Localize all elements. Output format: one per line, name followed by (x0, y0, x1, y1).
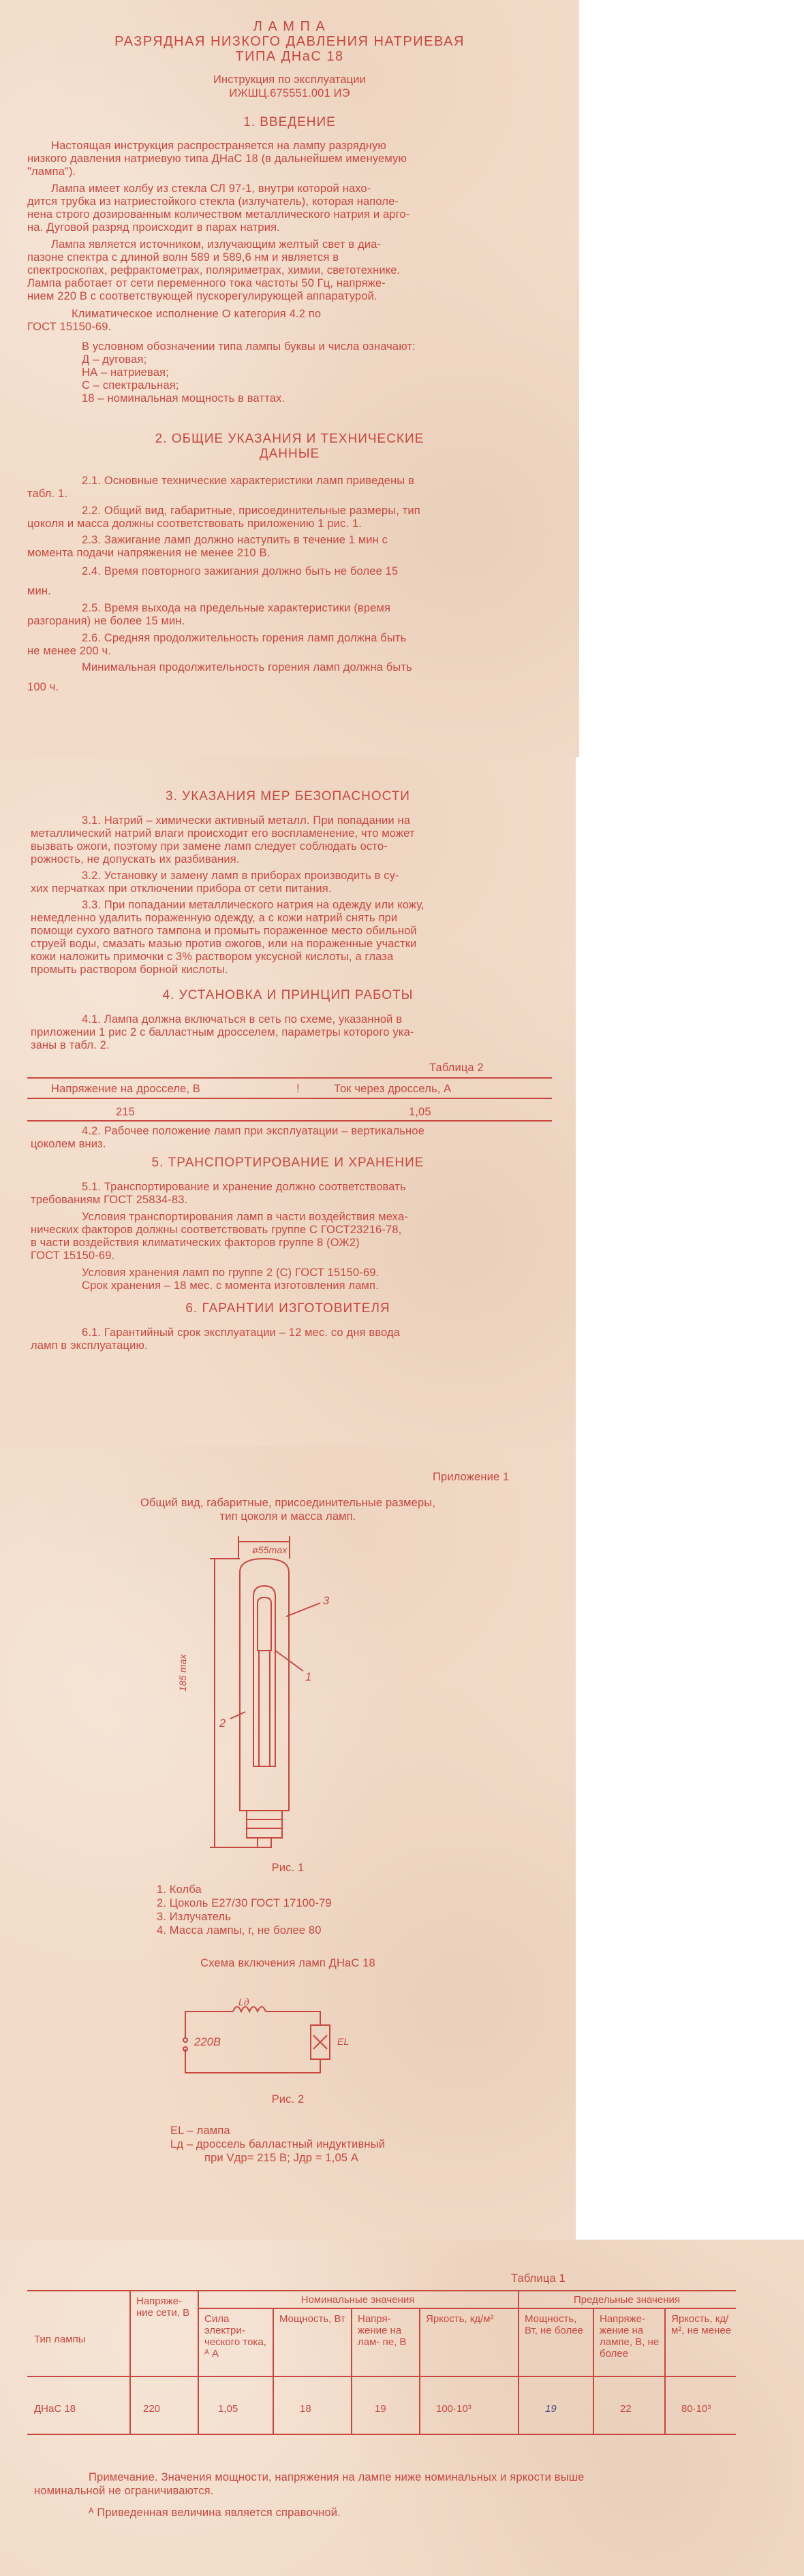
table1-divider (351, 2308, 352, 2434)
table1-divider (518, 2290, 519, 2434)
lamp-symbol-label: EL (337, 2036, 350, 2047)
doc-name: Инструкция по эксплуатации (213, 74, 366, 86)
table1-nominal-rule (198, 2308, 518, 2309)
diameter-label: ø55max (252, 1544, 288, 1555)
cell-type: ДНаС 18 (34, 2403, 76, 2415)
text-line: требованиям ГОСТ 25834-83. (31, 1194, 188, 1206)
cell-brightness-min: 80·10³ (681, 2403, 711, 2415)
text-line: Лампа является источником, излучающим желтый свет в диа- (51, 238, 382, 251)
table2-label: Таблица 2 (429, 1062, 484, 1074)
instruction-page-1 (0, 0, 579, 757)
text-line: 2.5. Время выхода на предельные характеристики (время (82, 602, 391, 614)
text-line: струей воды, смазать мазью против ожогов, или на пораженные участки (31, 938, 417, 950)
note-line: EL – лампа (170, 2125, 230, 2137)
text-line: кожи наложить примочки с 3% раствором уксусной кислоты, а глаза (31, 951, 394, 963)
text-line: помощи сухого ватного тампона и промыть пораженное место обильной (31, 925, 417, 937)
table2-top-rule (27, 1077, 552, 1079)
table1-top-rule (27, 2290, 736, 2291)
table2-mid-rule (27, 1098, 552, 1099)
section2-title-cont: ДАННЫЕ (259, 447, 320, 461)
header-brightness-min: Яркость, кд/м², не менее (671, 2313, 732, 2336)
note-line: Lд – дроссель балластный индуктивный (170, 2138, 386, 2150)
choke-coil (233, 2007, 266, 2011)
header-power: Мощность, Вт (279, 2313, 345, 2325)
title-type: ТИПА ДНаС 18 (235, 49, 344, 64)
table1-divider (273, 2308, 274, 2434)
text-line: мин. (27, 585, 51, 597)
text-line: на. Дуговой разряд происходит в парах натрия. (27, 221, 280, 234)
text-line: ламп в эксплуатацию. (31, 1339, 148, 1352)
table2-bottom-rule (27, 1120, 552, 1122)
instruction-page-2 (0, 757, 576, 1446)
text-line: Климатическое исполнение О категория 4.2 по (72, 308, 322, 320)
header-lamp-voltage: Напря- жение на лам- пе, В (358, 2313, 407, 2348)
text-line: Лампа имеет колбу из стекла СЛ 97-1, внутри которой нахо- (51, 182, 371, 195)
table1-limit-rule (518, 2308, 736, 2309)
text-line: 2.6. Средняя продолжительность горения ламп должна быть (82, 632, 407, 644)
figure-caption: Общий вид, габаритные, присоединительные размеры, (140, 1497, 436, 1509)
table-footnote: ᴬ Приведенная величина является справочной. (89, 2507, 341, 2519)
text-line: 5.1. Транспортирование и хранение должно соответствовать (82, 1181, 406, 1193)
text-line: Минимальная продолжительность горения ламп должна быть (82, 661, 412, 673)
section6-title: 6. ГАРАНТИИ ИЗГОТОВИТЕЛЯ (185, 1301, 390, 1316)
supply-voltage-label: 220В (194, 2036, 221, 2048)
text-line: не менее 200 ч. (27, 645, 111, 657)
table2-header-separator: ! (296, 1083, 300, 1095)
table-1-page (0, 2240, 804, 2576)
text-line: Срок хранения – 18 мес. с момента изготовления ламп. (82, 1279, 379, 1292)
table1-label: Таблица 1 (511, 2272, 566, 2285)
text-line: рожность, не допускать их разбивания. (31, 853, 240, 865)
text-line: табл. 1. (27, 488, 68, 500)
legend-item: 1. Колба (157, 1883, 202, 1896)
table2-value-current: 1,05 (409, 1106, 431, 1118)
text-line: Условия транспортирования ламп в части воздействия меха- (82, 1211, 408, 1223)
table1-header-rule (27, 2376, 736, 2377)
callout-2: 2 (219, 1717, 226, 1730)
text-line: цоколем вниз. (31, 1138, 106, 1150)
text-line: пазоне спектра с длиной волн 589 и 589,6 нм и является в (27, 251, 339, 264)
text-line: С – спектральная; (82, 379, 179, 392)
cell-supply-voltage: 220 (143, 2403, 161, 2415)
figure-1-label: Рис. 1 (271, 1862, 305, 1874)
cell-power-max: 19 (545, 2403, 557, 2415)
header-current: Сила электри- ческого тока, ᴬ А (204, 2313, 266, 2359)
header-lamp-voltage-limit: Напряже- жение на лампе, В, не более (600, 2313, 660, 2359)
title-lamp: Л А М П А (253, 19, 326, 34)
text-line: нием 220 В с соответствующей пускорегулирующей аппаратурой. (27, 290, 377, 302)
text-line: нена строго дозированным количеством металлического натрия и арго- (27, 208, 410, 221)
text-line: Лампа работает от сети переменного тока частоты 50 Гц, напряже- (27, 277, 386, 289)
text-line: 100 ч. (27, 681, 59, 693)
height-label: 185 max (177, 1654, 188, 1691)
text-line: 2.4. Время повторного зажигания должно быть не более 15 (82, 565, 399, 577)
header-type: Тип лампы (34, 2334, 86, 2345)
section4-title: 4. УСТАНОВКА И ПРИНЦИП РАБОТЫ (162, 988, 414, 1002)
table-note: Примечание. Значения мощности, напряжения на лампе ниже номинальных и яркости выше (89, 2471, 585, 2483)
table1-divider (129, 2290, 131, 2434)
cell-power: 18 (300, 2403, 311, 2415)
doc-code: ИЖШЦ.675551.001 ИЭ (229, 87, 350, 99)
text-line: в части воздействия климатических факторов группе 8 (ОЖ2) (31, 1237, 360, 1249)
text-line: "лампа"). (27, 165, 76, 178)
text-line: нических факторов должны соответствовать группе С ГОСТ23216-78, (31, 1224, 402, 1236)
bulb-outline (240, 1559, 289, 1811)
text-line: НА – натриевая; (82, 366, 169, 379)
header-power-max: Мощность, Вт, не более (525, 2313, 583, 2336)
header-limit: Предельные значения (574, 2294, 680, 2306)
text-line: немедленно удалить пораженную одежду, а с кожи натрий снять при (31, 912, 398, 924)
note-line: при Vдр= 215 В; Jдр = 1,05 А (204, 2152, 358, 2164)
cell-lamp-voltage: 19 (375, 2403, 386, 2415)
table2-header-current: Ток через дроссель, А (334, 1083, 452, 1095)
text-line: 2.2. Общий вид, габаритные, присоединительные размеры, тип (82, 505, 420, 517)
section5-title: 5. ТРАНСПОРТИРОВАНИЕ И ХРАНЕНИЕ (151, 1156, 424, 1170)
cell-lamp-voltage-limit: 22 (620, 2403, 632, 2415)
cell-brightness: 100·10³ (436, 2403, 471, 2415)
text-line: Условия хранения ламп по группе 2 (С) ГОСТ 15150-69. (82, 1267, 380, 1279)
table2-value-voltage: 215 (116, 1106, 135, 1118)
table1-divider (593, 2308, 594, 2434)
scheme-title: Схема включения ламп ДНаС 18 (200, 1957, 375, 1969)
callout-3: 3 (323, 1595, 330, 1607)
text-line: Настоящая инструкция распространяется на лампу разрядную (51, 140, 386, 152)
table2-header-voltage: Напряжение на дросселе, В (51, 1083, 200, 1095)
table-note-cont: номинальной не ограничиваются. (34, 2485, 214, 2497)
text-line: ГОСТ 15150-69. (31, 1250, 115, 1262)
section2-title: 2. ОБЩИЕ УКАЗАНИЯ И ТЕХНИЧЕСКИЕ (155, 432, 424, 446)
wire (185, 2011, 233, 2039)
text-line: металлический натрий влаги происходит его воспламенение, что может (31, 827, 415, 840)
text-line: хих перчатках при отключении прибора от сети питания. (31, 882, 332, 895)
text-line: низкого давления натриевую типа ДНаС 18 (в дальнейшем именуемую (27, 153, 407, 165)
header-brightness: Яркость, кд/м² (426, 2313, 494, 2325)
text-line: дится трубка из натриестойкого стекла (излучатель), которая наполе- (27, 195, 399, 208)
wire (185, 2049, 320, 2073)
section3-title: 3. УКАЗАНИЯ МЕР БЕЗОПАСНОСТИ (166, 789, 410, 804)
text-line: Д – дуговая; (82, 353, 147, 366)
legend-item: 3. Излучатель (157, 1911, 232, 1923)
text-line: 3.1. Натрий – химически активный металл. При попадании на (82, 814, 411, 827)
text-line: спектроскопах, рефрактометрах, поляриметрах, химии, светотехнике. (27, 264, 401, 276)
section1-title: 1. ВВЕДЕНИЕ (243, 115, 336, 129)
cell-current: 1,05 (218, 2403, 238, 2415)
header-nominal: Номинальные значения (300, 2294, 415, 2306)
text-line: 2.3. Зажигание ламп должно наступить в течение 1 мин с (82, 534, 388, 546)
legend-item: 2. Цоколь Е27/30 ГОСТ 17100-79 (157, 1897, 332, 1909)
lamp-drawing (0, 1446, 576, 1855)
title-main: РАЗРЯДНАЯ НИЗКОГО ДАВЛЕНИЯ НАТРИЕВАЯ (114, 34, 465, 49)
text-line: 3.2. Установку и замену ламп в приборах производить в су- (82, 870, 399, 882)
text-line: заны в табл. 2. (31, 1039, 110, 1051)
figure-caption-cont: тип цоколя и масса ламп. (219, 1510, 356, 1523)
legend-item: 4. Масса лампы, г, не более 80 (157, 1924, 322, 1937)
text-line: промыть раствором борной кислоты. (31, 964, 228, 976)
text-line: 4.1. Лампа должна включаться в сеть по схеме, указанной в (82, 1013, 403, 1025)
text-line: разгорания) не более 15 мин. (27, 615, 185, 627)
text-line: вызвать ожоги, поэтому при замене ламп следует соблюдать осто- (31, 840, 388, 853)
text-line: ГОСТ 15150-69. (27, 321, 112, 333)
text-line: 6.1. Гарантийный срок эксплуатации – 12 мес. со дня ввода (82, 1326, 401, 1339)
text-line: цоколя и масса должны соответствовать приложению 1 рис. 1. (27, 518, 362, 530)
table1-divider (198, 2290, 199, 2434)
lamp-base (247, 1811, 282, 1838)
text-line: 18 – номинальная мощность в ваттах. (82, 392, 285, 404)
figure-2-label: Рис. 2 (271, 2093, 305, 2105)
appendix-page (0, 1446, 576, 2240)
text-line: 3.3. При попадании металлического натрия на одежду или кожу, (82, 899, 424, 911)
text-line: 2.1. Основные технические характеристики ламп приведены в (82, 475, 415, 487)
text-line: момента подачи напряжения не менее 210 В. (27, 547, 270, 559)
text-line: В условном обозначении типа лампы буквы и числа означают: (82, 340, 416, 353)
emitter-tube (253, 1586, 275, 1766)
callout-1: 1 (305, 1671, 312, 1683)
header-supply-voltage: Напряже- ние сети, В (136, 2295, 190, 2319)
text-line: 4.2. Рабочее положение ламп при эксплуатации – вертикальное (82, 1125, 424, 1137)
text-line: приложении 1 рис 2 с балластным дросселем, параметры которого ука- (31, 1026, 414, 1038)
table1-divider (664, 2308, 666, 2434)
appendix-label: Приложение 1 (433, 1471, 510, 1483)
table1-divider (419, 2308, 420, 2434)
choke-label: Lд (238, 1997, 249, 2007)
table1-bottom-rule (27, 2434, 736, 2435)
